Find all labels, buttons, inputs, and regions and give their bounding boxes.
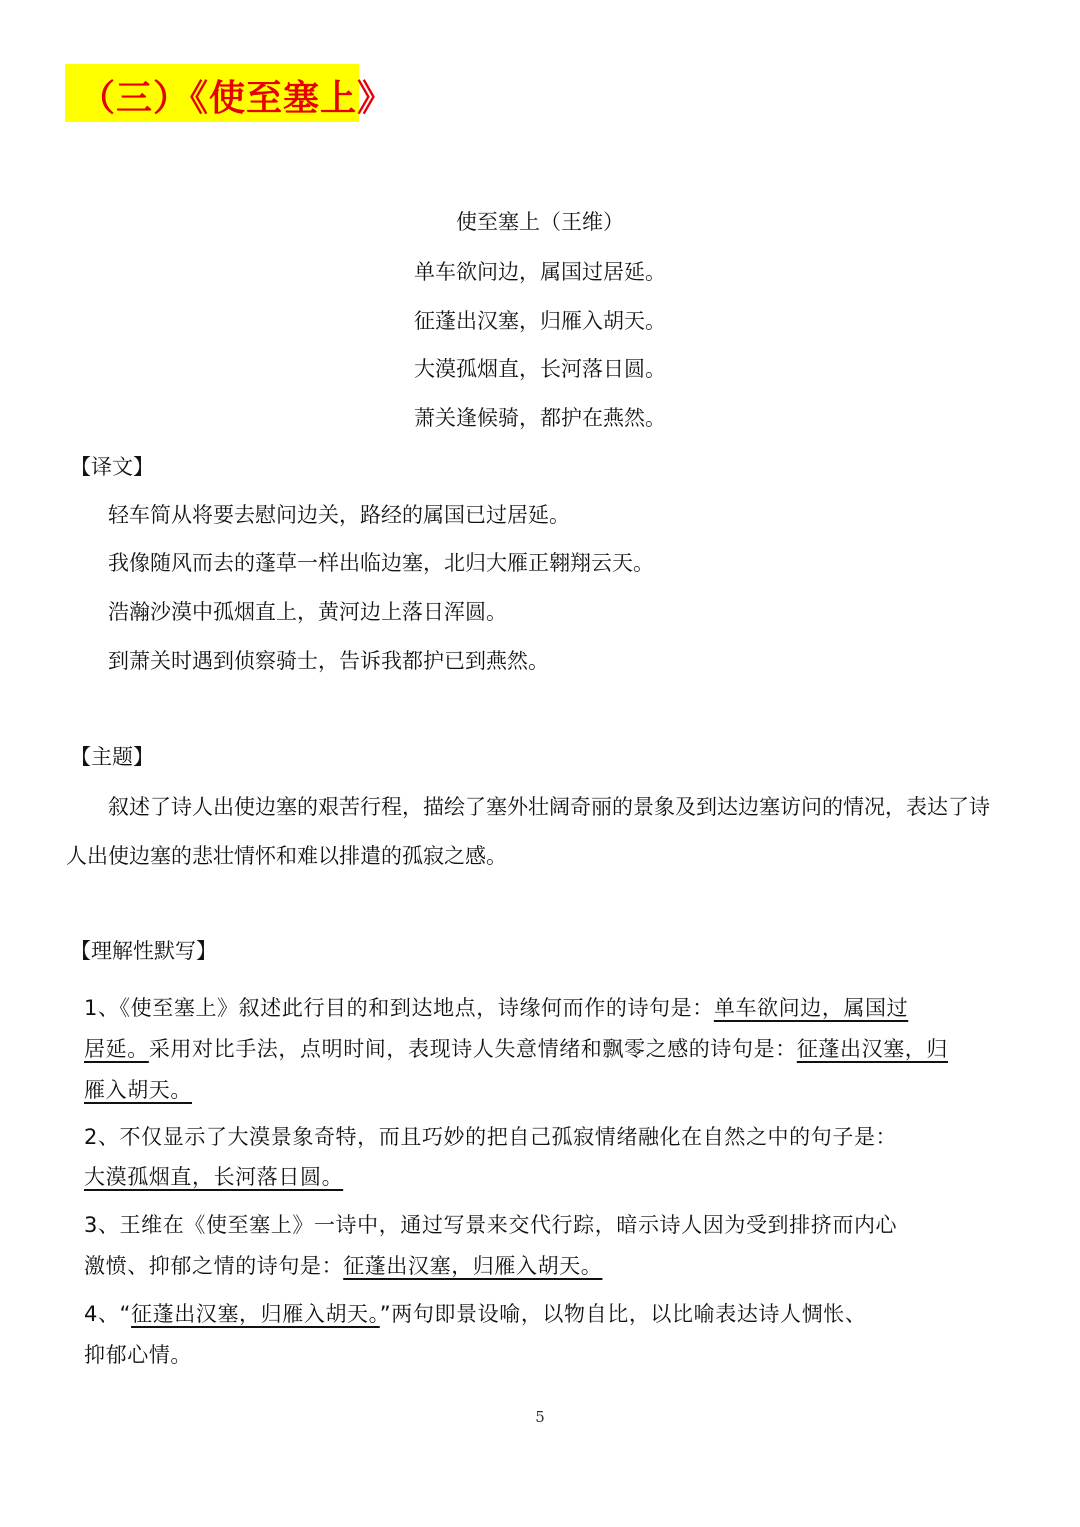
translation-line: 我像随风而去的蓬草一样出临边塞，北归大雁正翱翔云天。 xyxy=(108,551,654,575)
question-4 xyxy=(84,1298,866,1328)
question-text: 4、“ xyxy=(84,1302,132,1326)
theme-text: 叙述了诗人出使边塞的艰苦行程，描绘了塞外壮阔奇丽的景象及到达边塞访问的情况，表达了诗 xyxy=(108,795,990,819)
poem-line: 大漠孤烟直，长河落日圆。 xyxy=(414,357,666,381)
question-text: ”两句即景设喻，以物自比，以比喻表达诗人惆怅、 xyxy=(379,1302,867,1326)
question-text: 抑郁心情。 xyxy=(84,1343,192,1367)
poem-line: 萧关逢候骑，都护在燕然。 xyxy=(414,406,666,430)
theme-label: 【主题】 xyxy=(70,745,154,769)
page-number: 5 xyxy=(535,1408,545,1426)
question-text: 2、不仅显示了大漠景象奇特，而且巧妙的把自己孤寂情绪融化在自然之中的句子是： xyxy=(84,1125,898,1149)
translation-label: 【译文】 xyxy=(70,455,154,479)
question-4-cont xyxy=(84,1339,192,1369)
question-text: 1、《使至塞上》叙述此行目的和到达地点，诗缘何而作的诗句是： xyxy=(84,996,714,1020)
answer-text: 单车欲问边，属国过 xyxy=(713,996,909,1020)
translation-line: 浩瀚沙漠中孤烟直上，黄河边上落日浑圆。 xyxy=(108,600,507,624)
answer-text: 雁入胡天。 xyxy=(84,1078,192,1102)
translation-line: 到萧关时遇到侦察骑士，告诉我都护已到燕然。 xyxy=(108,649,549,673)
answer-text: 征蓬出汉塞，归雁入胡天。 xyxy=(343,1254,603,1278)
question-3-cont xyxy=(84,1250,602,1280)
question-text: 采用对比手法，点明时间，表现诗人失意情绪和飘零之感的诗句是： xyxy=(148,1037,797,1061)
question-text: 激愤、抑郁之情的诗句是： xyxy=(84,1254,344,1278)
question-2 xyxy=(84,1121,897,1151)
theme-text: 人出使边塞的悲壮情怀和难以排遣的孤寂之感。 xyxy=(66,844,507,868)
poem-title: 使至塞上（王维） xyxy=(456,210,624,234)
question-1 xyxy=(84,992,908,1022)
translation-line: 轻车简从将要去慰问边关，路经的属国已过居延。 xyxy=(108,503,570,527)
dictation-label: 【理解性默写】 xyxy=(70,939,217,963)
question-text: 3、王维在《使至塞上》一诗中，通过写景来交代行踪，暗示诗人因为受到排挤而内心 xyxy=(84,1213,898,1237)
question-2-cont xyxy=(84,1161,343,1191)
question-3 xyxy=(84,1209,897,1239)
section-heading-box xyxy=(65,64,395,122)
answer-text: 征蓬出汉塞，归雁入胡天。 xyxy=(131,1302,380,1326)
answer-text: 大漠孤烟直，长河落日圆。 xyxy=(84,1165,344,1189)
question-1-cont xyxy=(84,1033,948,1063)
question-1-cont xyxy=(84,1074,192,1104)
poem-line: 单车欲问边，属国过居延。 xyxy=(414,260,666,284)
answer-text: 征蓬出汉塞，归 xyxy=(796,1037,949,1061)
poem-line: 征蓬出汉塞，归雁入胡天。 xyxy=(414,309,666,333)
answer-text: 居延。 xyxy=(84,1037,149,1061)
section-heading: （三）《使至塞上》 xyxy=(79,78,395,119)
